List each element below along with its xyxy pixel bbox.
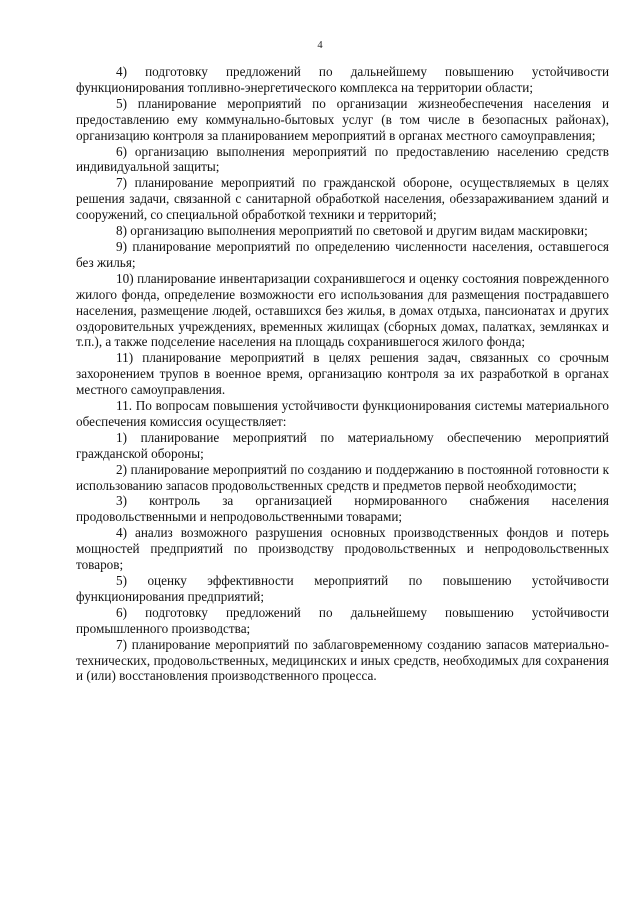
paragraph: 5) оценку эффективности мероприятий по повышению устойчивости функционирования предприятий; bbox=[76, 573, 609, 604]
paragraph: 9) планирование мероприятий по определению численности населения, оставшегося без жилья; bbox=[76, 238, 609, 270]
paragraph: 10) планирование инвентаризации сохранившегося и оценку состояния поврежденного жилого фонда, определение возможности его использования для размещения пострадавшего населения, размещение людей, оставшихся без жилья, в домах отдыха, пансионатах и других оздоровительных учреждениях, временных жилищах (сборных домах, палатках, землянках и т.п.), а также подселение населения на площадь сохранившегося жилого фонда; bbox=[76, 270, 609, 350]
paragraph: 4) анализ возможного разрушения основных производственных фондов и потерь мощностей предприятий по производству продовольственных и непродовольственных товаров; bbox=[76, 525, 609, 573]
page-number: 4 bbox=[317, 40, 323, 51]
paragraph: 8) организацию выполнения мероприятий по световой и другим видам маскировки; bbox=[116, 223, 588, 239]
paragraph: 7) планирование мероприятий по гражданской обороне, осуществляемых в целях решения задачи, связанной с санитарной обработкой населения, обеззараживанием зданий и сооружений, со специальной обработкой техники и территорий; bbox=[76, 175, 609, 223]
section-heading-paragraph: 11. По вопросам повышения устойчивости функционирования системы материального обеспечения комиссия осуществляет: bbox=[76, 398, 609, 429]
paragraph: 11) планирование мероприятий в целях решения задач, связанных со срочным захоронением трупов в военное время, организацию контроля за их разработкой в органах местного самоуправления. bbox=[76, 350, 609, 398]
paragraph: 4) подготовку предложений по дальнейшему повышению устойчивости функционирования топливно-энергетического комплекса на территории области; bbox=[76, 64, 609, 95]
paragraph: 6) подготовку предложений по дальнейшему повышению устойчивости промышленного производства; bbox=[76, 604, 609, 636]
paragraph: 1) планирование мероприятий по материальному обеспечению мероприятий гражданской обороны; bbox=[76, 429, 609, 461]
paragraph: 7) планирование мероприятий по заблаговременному созданию запасов материально-технических, продовольственных, медицинских и иных средств, необходимых для сохранения и (или) восстановления производственного процесса. bbox=[76, 636, 609, 684]
paragraph: 2) планирование мероприятий по созданию и поддержанию в постоянной готовности к использованию запасов продовольственных средств и предметов первой необходимости; bbox=[76, 461, 609, 493]
paragraph: 3) контроль за организацией нормированного снабжения населения продовольственными и непродовольственными товарами; bbox=[76, 493, 609, 525]
paragraph: 5) планирование мероприятий по организации жизнеобеспечения населения и предоставлению ему коммунально-бытовых услуг (в том числе в безопасных районах), организацию контроля за планированием мероприятий в органах местного самоуправления; bbox=[76, 95, 609, 143]
paragraph: 6) организацию выполнения мероприятий по предоставлению населению средств индивидуальной защиты; bbox=[76, 143, 609, 175]
document-body bbox=[76, 64, 609, 684]
